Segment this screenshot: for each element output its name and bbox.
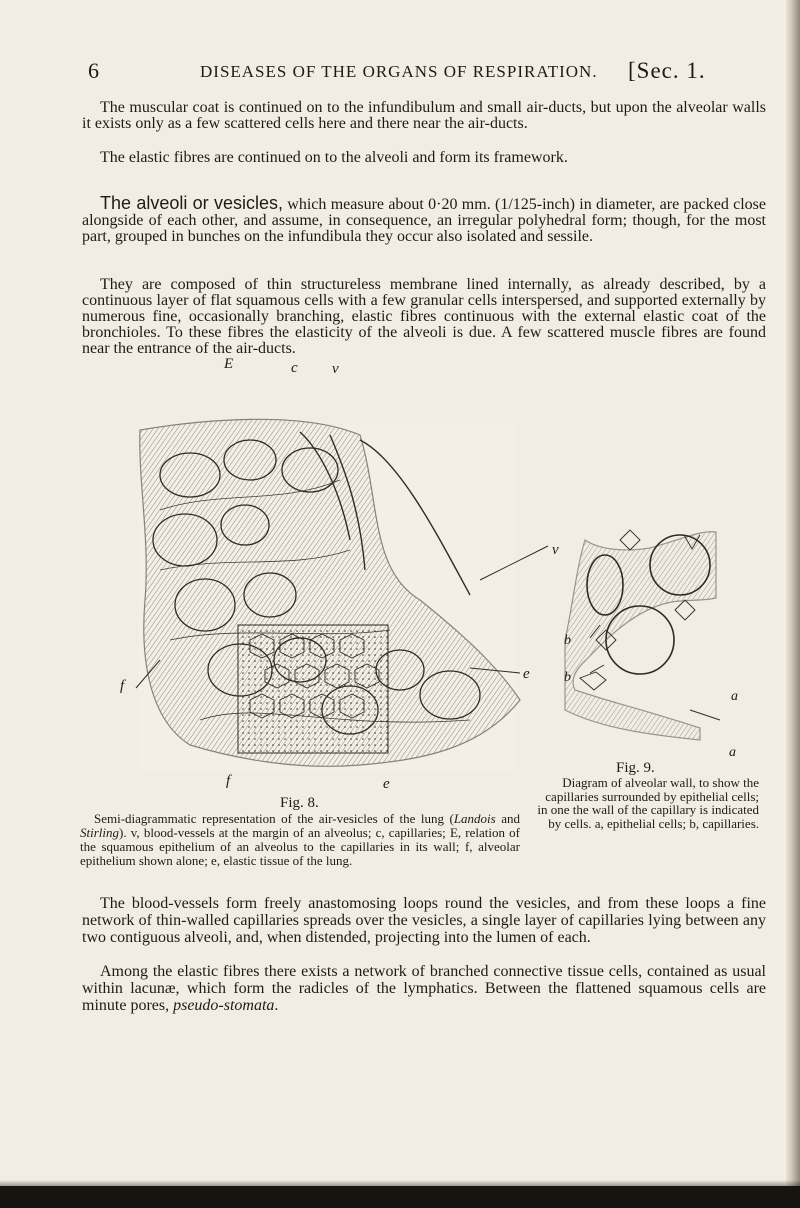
fig9-label-a-1: a	[731, 689, 738, 704]
caption-author: Landois	[453, 811, 496, 826]
figure-8-title: Fig. 8.	[280, 795, 319, 811]
paragraph-italic-term: pseudo-stomata	[173, 997, 275, 1014]
page-edge-shadow	[786, 0, 800, 1208]
paragraph-text: The muscular coat is continued on to the infundibulum and small air-ducts, but upon the alveolar walls it exists only as a few scattered cells here and there near the air-ducts.	[82, 99, 766, 132]
fig8-label-v-top: v	[332, 361, 339, 377]
paragraph-muscular-coat	[82, 100, 766, 132]
figure-9-title: Fig. 9.	[616, 760, 655, 776]
paragraph-text: They are composed of thin structureless membrane lined internally, as already described, by a continuous layer of flat squamous cells with a few granular cells interspersed, and supported externally by numerous fine, occasionally branching, elastic fibres continuous with the external elastic coat of the bronchioles. To these fibres the elasticity of the alveoli is due. A few scattered muscle fibres are found near the entrance of the air-ducts.	[82, 276, 766, 357]
section-marker: [Sec. 1.	[628, 58, 706, 83]
running-header	[0, 58, 800, 88]
figure-9-drawing	[565, 530, 720, 740]
fig8-label-f-bottom: f	[226, 773, 231, 789]
figure-illustrations	[0, 340, 800, 810]
paragraph-alveoli	[82, 195, 766, 245]
paragraph-text: .	[274, 997, 279, 1014]
figure-9-caption: Diagram of alveolar wall, to show the capillaries surrounded by epithelial cells; in one the wall of the capillary is indicated by cells. a, epithelial cells; b, capillaries.	[537, 775, 759, 831]
paragraph-connective-tissue	[82, 963, 766, 1014]
fig9-label-b-2: b	[564, 670, 571, 685]
fig8-label-f-left: f	[120, 678, 125, 694]
fig8-label-c: c	[291, 360, 298, 376]
fig8-label-e-bottom: e	[383, 776, 390, 792]
fig8-label-e-right: e	[523, 666, 530, 682]
figure-8-caption	[80, 812, 520, 868]
fig8-label-v-right: v	[552, 542, 559, 558]
paragraph-text: Among the elastic fibres there exists a network of branched connective tissue cells, contained as usual within lacunæ, which form the radicles of the lymphatics. Between the flattened squamous cells are minute pores,	[82, 963, 766, 1014]
page-number: 6	[88, 58, 99, 83]
caption-author: Stirling	[80, 825, 120, 840]
caption-text: and	[495, 811, 520, 826]
fig9-label-b-1: b	[564, 633, 571, 648]
caption-text: ). v, blood-vessels at the margin of an alveolus; c, capillaries; E, relation of the squamous epithelium of an alveolus to the capillaries in its wall; f, alveolar epithelium shown alone; e, elastic tissue of the lung.	[80, 825, 520, 868]
paragraph-blood-vessels	[82, 895, 766, 946]
fig8-label-E: E	[224, 356, 234, 372]
caption-text: Semi-diagrammatic representation of the air-vesicles of the lung (	[94, 811, 454, 826]
paragraph-text: The elastic fibres are continued on to the alveoli and form its framework.	[100, 149, 568, 166]
figure-8-drawing	[136, 419, 548, 770]
paragraph-lead: The alveoli or vesicles,	[100, 193, 283, 213]
paragraph-text: which measure about 0·20 mm. (1/125-inch) in diameter, are packed close alongside of each other, and assume, in consequence, an irregular polyhedral form; though, for the most part, grouped in bunches on the infundibula they occur also isolated and sessile.	[82, 196, 766, 245]
scan-bottom-border	[0, 1186, 800, 1208]
fig9-label-a-2: a	[729, 745, 736, 760]
paragraph-elastic-fibres	[82, 150, 766, 166]
paragraph-text: The blood-vessels form freely anastomosing loops round the vesicles, and from these loops a fine network of thin-walled capillaries spreads over the vesicles, a single layer of capillaries lying between any two contiguous alveoli, and, when distended, projecting into the lumen of each.	[82, 895, 766, 946]
running-title: DISEASES OF THE ORGANS OF RESPIRATION.	[200, 62, 598, 81]
